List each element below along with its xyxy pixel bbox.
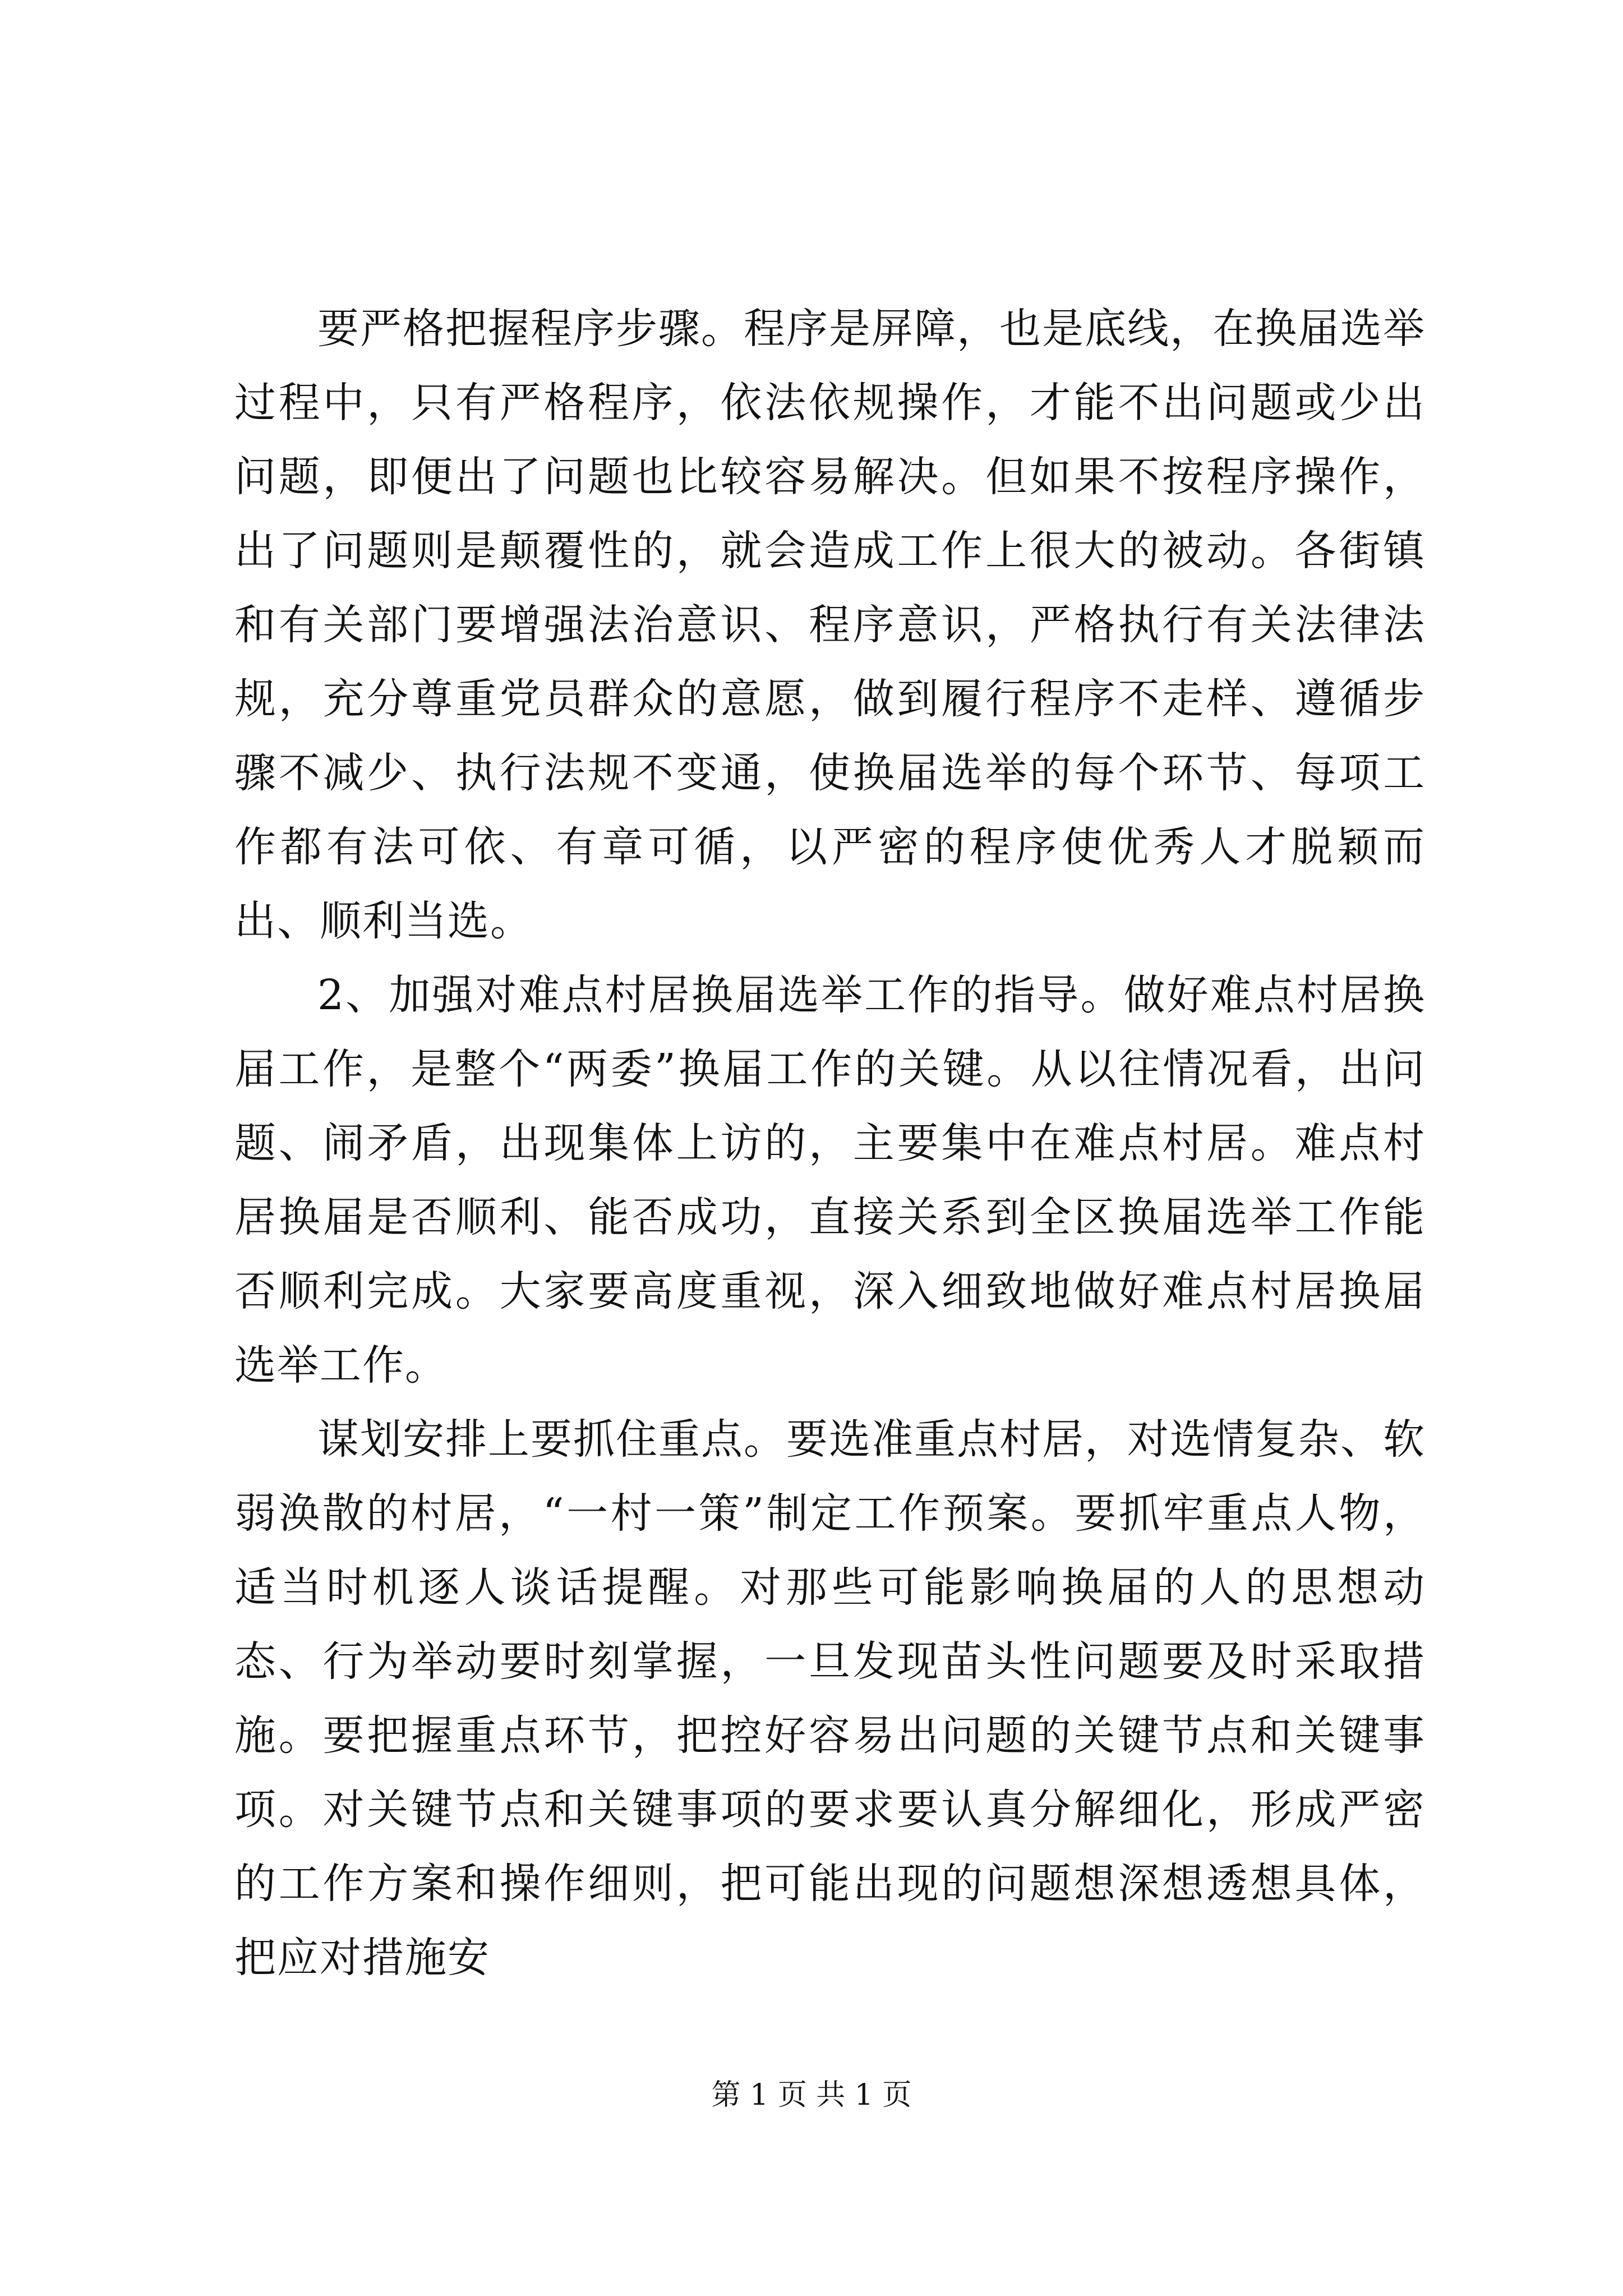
paragraph-difficult-villages: 2、加强对难点村居换届选举工作的指导。做好难点村居换届工作，是整个“两委”换届工作的关键。从以往情况看，出问题、闹矛盾，出现集体上访的，主要集中在难点村居。难点村居换届是否顺利、能否成功，直接关系到全区换届选举工作能否顺利完成。大家要高度重视，深入细致地做好难点村居换届选举工作。 <box>234 971 1426 1389</box>
page-footer: 第 1 页 共 1 页 <box>711 2078 912 2112</box>
paragraph-procedure: 要严格把握程序步骤。程序是屏障，也是底线，在换届选举过程中，只有严格程序，依法依规操作，才能不出问题或少出问题，即便出了问题也比较容易解决。但如果不按程序操作，出了问题则是颠覆性的，就会造成工作上很大的被动。各街镇和有关部门要增强法治意识、程序意识，严格执行有关法律法规，充分尊重党员群众的意愿，做到履行程序不走样、遵循步骤不减少、执行法规不变通，使换届选举的每个环节、每项工作都有法可依、有章可循，以严密的程序使优秀人才脱颖而出、顺利当选。 <box>234 305 1426 945</box>
paragraph-key-planning: 谋划安排上要抓住重点。要选准重点村居，对选情复杂、软弱涣散的村居，“一村一策”制定工作预案。要抓牢重点人物，适当时机逐人谈话提醒。对那些可能影响换届的人的思想动态、行为举动要时刻掌握，一旦发现苗头性问题要及时采取措施。要把握重点环节，把控好容易出问题的关键节点和关键事项。对关键节点和关键事项的要求要认真分解细化，形成严密的工作方案和操作细则，把可能出现的问题想深想透想具体，把应对措施安 <box>234 1415 1426 1982</box>
document-body <box>234 292 1426 1995</box>
